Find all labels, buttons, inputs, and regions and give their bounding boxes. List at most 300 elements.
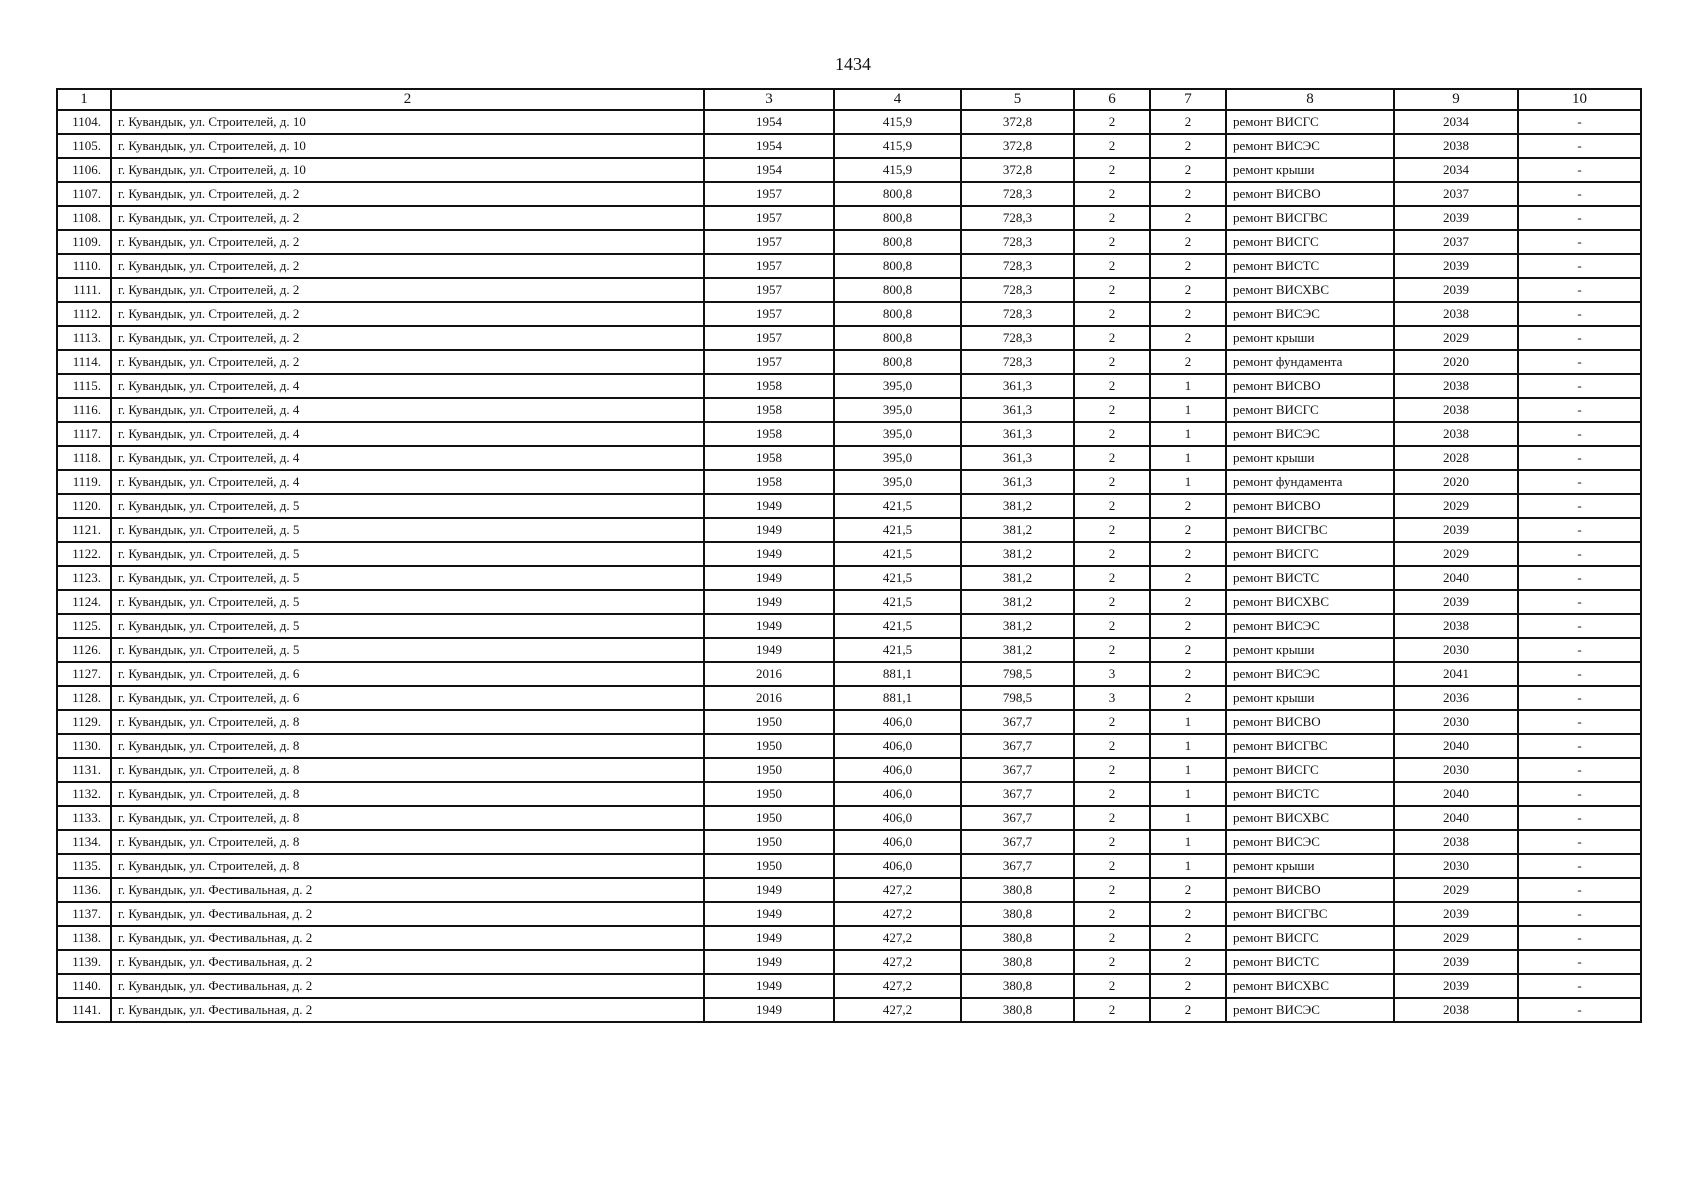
col-floors-cell: 2 [1074, 278, 1150, 302]
col-total-area-cell: 421,5 [834, 494, 961, 518]
col-planned-year-cell: 2040 [1394, 734, 1518, 758]
col-work-type-cell: ремонт ВИСГС [1226, 926, 1394, 950]
col-extra-cell: - [1518, 398, 1641, 422]
col-year-cell: 1957 [704, 206, 834, 230]
col-planned-year-cell: 2041 [1394, 662, 1518, 686]
col-address-cell: г. Кувандык, ул. Строителей, д. 10 [111, 158, 704, 182]
col-extra-cell: - [1518, 350, 1641, 374]
col-planned-year-cell: 2039 [1394, 974, 1518, 998]
col-work-type-cell: ремонт ВИСЭС [1226, 614, 1394, 638]
col-year-cell: 1958 [704, 374, 834, 398]
col-work-type-cell: ремонт ВИСХВС [1226, 974, 1394, 998]
col-floors-cell: 2 [1074, 758, 1150, 782]
col-total-area-cell: 800,8 [834, 182, 961, 206]
col-address-cell: г. Кувандык, ул. Строителей, д. 8 [111, 710, 704, 734]
col-floors-cell: 2 [1074, 734, 1150, 758]
col-index-cell: 1134. [57, 830, 111, 854]
col-extra-cell: - [1518, 182, 1641, 206]
col-address-cell: г. Кувандык, ул. Строителей, д. 8 [111, 806, 704, 830]
column-header-6: 6 [1074, 89, 1150, 110]
col-total-area-cell: 395,0 [834, 446, 961, 470]
col-living-area-cell: 367,7 [961, 830, 1074, 854]
col-work-type-cell: ремонт фундамента [1226, 470, 1394, 494]
col-extra-cell: - [1518, 638, 1641, 662]
col-year-cell: 1949 [704, 542, 834, 566]
col-floors-cell: 2 [1074, 590, 1150, 614]
table-row [57, 974, 1641, 998]
col-entrances-cell: 1 [1150, 782, 1226, 806]
col-year-cell: 1957 [704, 350, 834, 374]
col-total-area-cell: 406,0 [834, 758, 961, 782]
col-year-cell: 1949 [704, 974, 834, 998]
col-year-cell: 1950 [704, 806, 834, 830]
col-planned-year-cell: 2039 [1394, 518, 1518, 542]
col-address-cell: г. Кувандык, ул. Фестивальная, д. 2 [111, 926, 704, 950]
col-planned-year-cell: 2028 [1394, 446, 1518, 470]
col-address-cell: г. Кувандык, ул. Строителей, д. 4 [111, 422, 704, 446]
col-entrances-cell: 2 [1150, 494, 1226, 518]
col-work-type-cell: ремонт ВИСЭС [1226, 422, 1394, 446]
col-index-cell: 1116. [57, 398, 111, 422]
col-entrances-cell: 1 [1150, 374, 1226, 398]
col-year-cell: 2016 [704, 662, 834, 686]
col-index-cell: 1105. [57, 134, 111, 158]
col-living-area-cell: 728,3 [961, 302, 1074, 326]
table-row [57, 878, 1641, 902]
col-address-cell: г. Кувандык, ул. Фестивальная, д. 2 [111, 902, 704, 926]
col-total-area-cell: 415,9 [834, 110, 961, 134]
table-row [57, 614, 1641, 638]
col-entrances-cell: 2 [1150, 542, 1226, 566]
col-index-cell: 1107. [57, 182, 111, 206]
col-work-type-cell: ремонт крыши [1226, 854, 1394, 878]
col-year-cell: 1949 [704, 950, 834, 974]
col-floors-cell: 2 [1074, 302, 1150, 326]
col-floors-cell: 2 [1074, 110, 1150, 134]
col-index-cell: 1118. [57, 446, 111, 470]
col-floors-cell: 2 [1074, 542, 1150, 566]
col-work-type-cell: ремонт ВИСВО [1226, 182, 1394, 206]
col-entrances-cell: 1 [1150, 806, 1226, 830]
col-work-type-cell: ремонт ВИСГС [1226, 398, 1394, 422]
col-planned-year-cell: 2039 [1394, 254, 1518, 278]
col-extra-cell: - [1518, 782, 1641, 806]
col-floors-cell: 2 [1074, 326, 1150, 350]
col-index-cell: 1129. [57, 710, 111, 734]
col-entrances-cell: 2 [1150, 254, 1226, 278]
col-index-cell: 1112. [57, 302, 111, 326]
col-year-cell: 1950 [704, 710, 834, 734]
col-work-type-cell: ремонт ВИСЭС [1226, 302, 1394, 326]
col-planned-year-cell: 2034 [1394, 110, 1518, 134]
col-year-cell: 1957 [704, 278, 834, 302]
col-address-cell: г. Кувандык, ул. Строителей, д. 2 [111, 302, 704, 326]
col-floors-cell: 2 [1074, 878, 1150, 902]
col-planned-year-cell: 2036 [1394, 686, 1518, 710]
col-total-area-cell: 881,1 [834, 686, 961, 710]
col-entrances-cell: 2 [1150, 158, 1226, 182]
header-row [57, 89, 1641, 110]
col-entrances-cell: 1 [1150, 398, 1226, 422]
table-row [57, 374, 1641, 398]
col-living-area-cell: 381,2 [961, 566, 1074, 590]
col-entrances-cell: 2 [1150, 686, 1226, 710]
col-living-area-cell: 381,2 [961, 614, 1074, 638]
table-row [57, 566, 1641, 590]
col-year-cell: 1950 [704, 758, 834, 782]
col-extra-cell: - [1518, 470, 1641, 494]
table-row [57, 902, 1641, 926]
col-year-cell: 1954 [704, 134, 834, 158]
col-extra-cell: - [1518, 566, 1641, 590]
table-row [57, 710, 1641, 734]
col-living-area-cell: 728,3 [961, 326, 1074, 350]
page-number: 1434 [835, 54, 871, 74]
col-entrances-cell: 2 [1150, 998, 1226, 1022]
col-total-area-cell: 406,0 [834, 854, 961, 878]
col-year-cell: 1949 [704, 926, 834, 950]
col-living-area-cell: 361,3 [961, 470, 1074, 494]
col-total-area-cell: 800,8 [834, 302, 961, 326]
col-living-area-cell: 380,8 [961, 902, 1074, 926]
col-total-area-cell: 395,0 [834, 398, 961, 422]
col-living-area-cell: 381,2 [961, 590, 1074, 614]
col-index-cell: 1110. [57, 254, 111, 278]
col-address-cell: г. Кувандык, ул. Строителей, д. 10 [111, 134, 704, 158]
col-work-type-cell: ремонт ВИСТС [1226, 254, 1394, 278]
table-row [57, 326, 1641, 350]
col-floors-cell: 2 [1074, 902, 1150, 926]
col-living-area-cell: 367,7 [961, 758, 1074, 782]
table-row [57, 734, 1641, 758]
col-work-type-cell: ремонт ВИСВО [1226, 494, 1394, 518]
col-work-type-cell: ремонт ВИСГС [1226, 758, 1394, 782]
col-address-cell: г. Кувандык, ул. Строителей, д. 8 [111, 758, 704, 782]
col-index-cell: 1117. [57, 422, 111, 446]
table-row [57, 998, 1641, 1022]
col-entrances-cell: 1 [1150, 446, 1226, 470]
col-floors-cell: 2 [1074, 182, 1150, 206]
table-row [57, 422, 1641, 446]
col-year-cell: 1957 [704, 326, 834, 350]
table-row [57, 110, 1641, 134]
col-address-cell: г. Кувандык, ул. Строителей, д. 4 [111, 398, 704, 422]
col-index-cell: 1136. [57, 878, 111, 902]
table-row [57, 446, 1641, 470]
col-entrances-cell: 2 [1150, 134, 1226, 158]
col-extra-cell: - [1518, 230, 1641, 254]
col-total-area-cell: 415,9 [834, 158, 961, 182]
table-row [57, 686, 1641, 710]
col-total-area-cell: 427,2 [834, 878, 961, 902]
col-floors-cell: 2 [1074, 614, 1150, 638]
table-row [57, 206, 1641, 230]
col-floors-cell: 2 [1074, 926, 1150, 950]
col-year-cell: 1958 [704, 446, 834, 470]
col-entrances-cell: 2 [1150, 206, 1226, 230]
col-work-type-cell: ремонт ВИСХВС [1226, 590, 1394, 614]
table-row [57, 134, 1641, 158]
column-header-9: 9 [1394, 89, 1518, 110]
col-floors-cell: 2 [1074, 206, 1150, 230]
col-index-cell: 1114. [57, 350, 111, 374]
col-extra-cell: - [1518, 374, 1641, 398]
col-work-type-cell: ремонт ВИСГВС [1226, 518, 1394, 542]
col-total-area-cell: 421,5 [834, 542, 961, 566]
col-year-cell: 1949 [704, 494, 834, 518]
col-entrances-cell: 2 [1150, 638, 1226, 662]
col-extra-cell: - [1518, 998, 1641, 1022]
col-planned-year-cell: 2040 [1394, 566, 1518, 590]
col-index-cell: 1108. [57, 206, 111, 230]
col-living-area-cell: 380,8 [961, 926, 1074, 950]
col-floors-cell: 2 [1074, 398, 1150, 422]
col-entrances-cell: 2 [1150, 662, 1226, 686]
col-extra-cell: - [1518, 494, 1641, 518]
col-index-cell: 1121. [57, 518, 111, 542]
col-total-area-cell: 421,5 [834, 590, 961, 614]
col-year-cell: 1949 [704, 902, 834, 926]
column-header-3: 3 [704, 89, 834, 110]
col-living-area-cell: 361,3 [961, 422, 1074, 446]
table-row [57, 758, 1641, 782]
table-row [57, 926, 1641, 950]
col-floors-cell: 2 [1074, 830, 1150, 854]
col-entrances-cell: 2 [1150, 974, 1226, 998]
col-address-cell: г. Кувандык, ул. Строителей, д. 8 [111, 782, 704, 806]
col-work-type-cell: ремонт ВИСВО [1226, 374, 1394, 398]
col-living-area-cell: 728,3 [961, 206, 1074, 230]
col-total-area-cell: 800,8 [834, 254, 961, 278]
col-total-area-cell: 421,5 [834, 566, 961, 590]
col-entrances-cell: 2 [1150, 878, 1226, 902]
col-work-type-cell: ремонт ВИСЭС [1226, 662, 1394, 686]
col-address-cell: г. Кувандык, ул. Строителей, д. 5 [111, 518, 704, 542]
col-total-area-cell: 800,8 [834, 230, 961, 254]
table-row [57, 854, 1641, 878]
col-work-type-cell: ремонт ВИСВО [1226, 878, 1394, 902]
col-extra-cell: - [1518, 710, 1641, 734]
table-row [57, 542, 1641, 566]
col-planned-year-cell: 2040 [1394, 806, 1518, 830]
col-total-area-cell: 427,2 [834, 926, 961, 950]
table-row [57, 230, 1641, 254]
col-address-cell: г. Кувандык, ул. Строителей, д. 2 [111, 278, 704, 302]
col-address-cell: г. Кувандык, ул. Строителей, д. 5 [111, 638, 704, 662]
table-row [57, 662, 1641, 686]
col-living-area-cell: 367,7 [961, 782, 1074, 806]
col-extra-cell: - [1518, 134, 1641, 158]
col-address-cell: г. Кувандык, ул. Строителей, д. 4 [111, 374, 704, 398]
col-planned-year-cell: 2029 [1394, 878, 1518, 902]
col-floors-cell: 2 [1074, 494, 1150, 518]
col-floors-cell: 3 [1074, 686, 1150, 710]
col-total-area-cell: 395,0 [834, 374, 961, 398]
col-living-area-cell: 372,8 [961, 134, 1074, 158]
col-entrances-cell: 2 [1150, 566, 1226, 590]
col-planned-year-cell: 2037 [1394, 182, 1518, 206]
col-address-cell: г. Кувандык, ул. Строителей, д. 2 [111, 230, 704, 254]
col-total-area-cell: 427,2 [834, 974, 961, 998]
col-living-area-cell: 372,8 [961, 158, 1074, 182]
col-planned-year-cell: 2029 [1394, 926, 1518, 950]
table-row [57, 806, 1641, 830]
col-entrances-cell: 2 [1150, 590, 1226, 614]
col-year-cell: 1957 [704, 182, 834, 206]
col-floors-cell: 2 [1074, 158, 1150, 182]
col-address-cell: г. Кувандык, ул. Строителей, д. 8 [111, 854, 704, 878]
col-extra-cell: - [1518, 158, 1641, 182]
col-entrances-cell: 2 [1150, 230, 1226, 254]
col-entrances-cell: 2 [1150, 926, 1226, 950]
col-work-type-cell: ремонт крыши [1226, 446, 1394, 470]
col-work-type-cell: ремонт ВИСХВС [1226, 806, 1394, 830]
col-index-cell: 1140. [57, 974, 111, 998]
col-year-cell: 2016 [704, 686, 834, 710]
col-extra-cell: - [1518, 830, 1641, 854]
col-planned-year-cell: 2038 [1394, 398, 1518, 422]
col-work-type-cell: ремонт ВИСЭС [1226, 998, 1394, 1022]
col-extra-cell: - [1518, 902, 1641, 926]
col-extra-cell: - [1518, 110, 1641, 134]
col-address-cell: г. Кувандык, ул. Фестивальная, д. 2 [111, 950, 704, 974]
col-total-area-cell: 406,0 [834, 830, 961, 854]
col-year-cell: 1958 [704, 422, 834, 446]
col-planned-year-cell: 2039 [1394, 950, 1518, 974]
table-row [57, 590, 1641, 614]
col-work-type-cell: ремонт ВИСХВС [1226, 278, 1394, 302]
col-floors-cell: 2 [1074, 350, 1150, 374]
col-floors-cell: 2 [1074, 254, 1150, 278]
col-floors-cell: 2 [1074, 566, 1150, 590]
col-index-cell: 1123. [57, 566, 111, 590]
col-planned-year-cell: 2034 [1394, 158, 1518, 182]
col-index-cell: 1113. [57, 326, 111, 350]
col-planned-year-cell: 2039 [1394, 278, 1518, 302]
col-work-type-cell: ремонт ВИСТС [1226, 782, 1394, 806]
col-index-cell: 1122. [57, 542, 111, 566]
col-entrances-cell: 2 [1150, 518, 1226, 542]
col-year-cell: 1950 [704, 782, 834, 806]
col-address-cell: г. Кувандык, ул. Строителей, д. 4 [111, 470, 704, 494]
col-total-area-cell: 800,8 [834, 206, 961, 230]
table-row [57, 158, 1641, 182]
col-address-cell: г. Кувандык, ул. Строителей, д. 10 [111, 110, 704, 134]
col-address-cell: г. Кувандык, ул. Строителей, д. 2 [111, 326, 704, 350]
col-address-cell: г. Кувандык, ул. Строителей, д. 6 [111, 662, 704, 686]
table-row [57, 950, 1641, 974]
col-address-cell: г. Кувандык, ул. Строителей, д. 5 [111, 566, 704, 590]
col-living-area-cell: 361,3 [961, 398, 1074, 422]
col-year-cell: 1949 [704, 878, 834, 902]
col-extra-cell: - [1518, 926, 1641, 950]
col-address-cell: г. Кувандык, ул. Строителей, д. 8 [111, 734, 704, 758]
col-work-type-cell: ремонт ВИСЭС [1226, 134, 1394, 158]
col-extra-cell: - [1518, 278, 1641, 302]
col-living-area-cell: 361,3 [961, 446, 1074, 470]
col-floors-cell: 2 [1074, 422, 1150, 446]
col-planned-year-cell: 2030 [1394, 758, 1518, 782]
col-living-area-cell: 380,8 [961, 878, 1074, 902]
col-entrances-cell: 2 [1150, 110, 1226, 134]
col-extra-cell: - [1518, 302, 1641, 326]
col-floors-cell: 2 [1074, 950, 1150, 974]
col-total-area-cell: 421,5 [834, 518, 961, 542]
col-floors-cell: 2 [1074, 710, 1150, 734]
col-work-type-cell: ремонт ВИСТС [1226, 566, 1394, 590]
col-year-cell: 1957 [704, 302, 834, 326]
col-extra-cell: - [1518, 422, 1641, 446]
col-extra-cell: - [1518, 686, 1641, 710]
col-living-area-cell: 798,5 [961, 686, 1074, 710]
col-year-cell: 1958 [704, 470, 834, 494]
table-row [57, 830, 1641, 854]
col-entrances-cell: 2 [1150, 326, 1226, 350]
col-year-cell: 1949 [704, 638, 834, 662]
col-extra-cell: - [1518, 590, 1641, 614]
col-extra-cell: - [1518, 254, 1641, 278]
col-address-cell: г. Кувандык, ул. Фестивальная, д. 2 [111, 974, 704, 998]
col-year-cell: 1950 [704, 830, 834, 854]
table-row [57, 302, 1641, 326]
col-extra-cell: - [1518, 542, 1641, 566]
col-extra-cell: - [1518, 806, 1641, 830]
col-index-cell: 1111. [57, 278, 111, 302]
col-extra-cell: - [1518, 446, 1641, 470]
table-row [57, 182, 1641, 206]
col-total-area-cell: 421,5 [834, 638, 961, 662]
col-year-cell: 1949 [704, 614, 834, 638]
col-index-cell: 1104. [57, 110, 111, 134]
col-address-cell: г. Кувандык, ул. Строителей, д. 2 [111, 206, 704, 230]
table-body [57, 110, 1641, 1022]
col-address-cell: г. Кувандык, ул. Фестивальная, д. 2 [111, 998, 704, 1022]
col-year-cell: 1950 [704, 734, 834, 758]
column-header-10: 10 [1518, 89, 1641, 110]
col-entrances-cell: 2 [1150, 950, 1226, 974]
col-total-area-cell: 395,0 [834, 470, 961, 494]
col-floors-cell: 2 [1074, 230, 1150, 254]
col-planned-year-cell: 2039 [1394, 206, 1518, 230]
col-index-cell: 1115. [57, 374, 111, 398]
col-work-type-cell: ремонт ВИСТС [1226, 950, 1394, 974]
col-index-cell: 1130. [57, 734, 111, 758]
col-total-area-cell: 427,2 [834, 998, 961, 1022]
col-address-cell: г. Кувандык, ул. Строителей, д. 5 [111, 494, 704, 518]
col-floors-cell: 2 [1074, 446, 1150, 470]
col-planned-year-cell: 2020 [1394, 350, 1518, 374]
col-index-cell: 1126. [57, 638, 111, 662]
table-row [57, 254, 1641, 278]
col-index-cell: 1131. [57, 758, 111, 782]
col-entrances-cell: 1 [1150, 470, 1226, 494]
col-living-area-cell: 381,2 [961, 638, 1074, 662]
col-living-area-cell: 367,7 [961, 806, 1074, 830]
col-work-type-cell: ремонт крыши [1226, 326, 1394, 350]
col-floors-cell: 2 [1074, 782, 1150, 806]
col-living-area-cell: 361,3 [961, 374, 1074, 398]
col-address-cell: г. Кувандык, ул. Строителей, д. 5 [111, 614, 704, 638]
column-header-1: 1 [57, 89, 111, 110]
col-index-cell: 1125. [57, 614, 111, 638]
col-living-area-cell: 728,3 [961, 350, 1074, 374]
col-floors-cell: 2 [1074, 374, 1150, 398]
col-living-area-cell: 728,3 [961, 230, 1074, 254]
col-extra-cell: - [1518, 854, 1641, 878]
col-extra-cell: - [1518, 878, 1641, 902]
col-living-area-cell: 367,7 [961, 854, 1074, 878]
col-index-cell: 1109. [57, 230, 111, 254]
